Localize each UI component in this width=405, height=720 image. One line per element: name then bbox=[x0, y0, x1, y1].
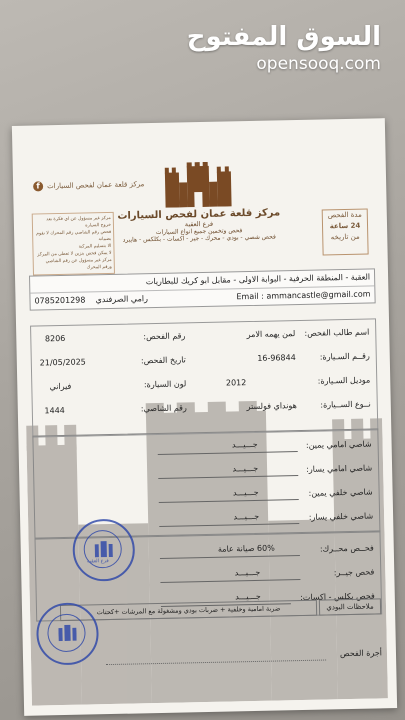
axle-label: فحص بكلس - اكسات: bbox=[300, 591, 375, 603]
address-block bbox=[29, 268, 376, 310]
brand-english: opensooq.com bbox=[256, 54, 381, 74]
check-value: جـــيـــد bbox=[232, 463, 259, 474]
facebook-page-name: مركز قلعة عمان لفحص السيارات bbox=[47, 180, 145, 191]
opensooq-watermark bbox=[187, 22, 381, 74]
color-value: فيراني bbox=[49, 381, 72, 392]
engine-label: فحــص محــرك: bbox=[319, 543, 374, 554]
exam-duration-box bbox=[322, 209, 369, 256]
check-value: جـــيـــد bbox=[232, 487, 259, 498]
center-services: فحص شصي - بودي - محرك - جير - اكسات - بكلكس - هايبرد bbox=[122, 233, 276, 244]
owner-block bbox=[34, 291, 148, 309]
disclaimer-notes bbox=[32, 212, 115, 276]
model-value: 2012 bbox=[225, 378, 247, 388]
exam-no-value: 8206 bbox=[44, 333, 66, 344]
body-notes-value: ضربة امامية وخلفية + ضربات بودي ومشغولة مع المرشات +كحتات bbox=[60, 600, 317, 621]
chassis-value: 1444 bbox=[44, 405, 65, 416]
email-label: Email : bbox=[236, 291, 264, 302]
email-address: ammancastle@gmail.com bbox=[266, 289, 371, 301]
model-label: موديل السـيارة: bbox=[317, 375, 371, 386]
vehicle-info bbox=[30, 318, 378, 437]
applicant-value: لمن يهمه الامر bbox=[246, 329, 296, 340]
facebook-icon: f bbox=[33, 181, 43, 191]
note-item: الا بتسليم المركبة bbox=[78, 243, 112, 250]
center-subtitle: فحص وتخمين جميع انواع السيارات bbox=[155, 227, 243, 236]
center-branch: فرع العقبة bbox=[184, 219, 214, 229]
check-label: شاصي امامي يسار: bbox=[306, 463, 373, 474]
date-label: تاريخ الفحص: bbox=[140, 355, 186, 366]
note-item: مركز غير مسؤول عن اي فكرة بعد خروج السيارة bbox=[46, 215, 112, 229]
email-block bbox=[236, 286, 370, 305]
color-label: لون السيارة: bbox=[143, 379, 187, 390]
stamp-castle-icon bbox=[95, 539, 113, 557]
check-label: شاصي خلفي يمين: bbox=[308, 487, 373, 498]
check-label: شاصي امامي يمين: bbox=[305, 439, 372, 450]
facebook-page bbox=[33, 179, 144, 191]
chassis-label: رقم الشاصي: bbox=[140, 403, 187, 414]
check-label: شاصي خلفي يسار: bbox=[308, 511, 374, 522]
castle-logo bbox=[163, 161, 234, 207]
stamp-castle-icon bbox=[58, 623, 76, 641]
brand-arabic: السوق المفتوح bbox=[186, 22, 381, 52]
inspection-report bbox=[12, 118, 397, 716]
check-value: جـــيـــد bbox=[233, 511, 260, 522]
note-item: مركز غير مسؤول عن رقم الشاصي ورقم المحرك bbox=[45, 257, 112, 271]
type-label: نــوع الســيارة: bbox=[320, 399, 371, 410]
duration-suffix: من تاريخه bbox=[330, 232, 360, 242]
chassis-checks bbox=[32, 428, 380, 539]
body-notes-label: ملاحظات البودي bbox=[319, 598, 381, 615]
stamp-branch: فرع العقبة bbox=[86, 558, 109, 565]
owner-name: رامي الصرفندي bbox=[95, 294, 148, 305]
center-title-block bbox=[109, 207, 290, 244]
phone-number: 0785201298 bbox=[34, 295, 86, 306]
fee-label: أجرة الفحص bbox=[339, 648, 383, 659]
gear-value: جـــيـــد bbox=[234, 567, 261, 578]
type-value: هونداي فولستر bbox=[246, 401, 297, 412]
plate-value: 16-96844 bbox=[257, 353, 296, 363]
plate-label: رقــم السـيارة: bbox=[319, 351, 370, 362]
gear-label: فحص جيــر: bbox=[333, 567, 375, 578]
center-title: مركز قلعة عمان لفحص السيارات bbox=[117, 207, 281, 222]
axle-value: جـــيـــد bbox=[235, 591, 261, 602]
applicant-label: اسم طالب الفحص: bbox=[304, 327, 370, 338]
address-line: العقبة - المنطقة الحرفية - البوابة الاولى - مقابل ابو كريك للبطاريات bbox=[145, 272, 371, 287]
note-item: لا يمكن فحص بنزين لا تعطى من المركز bbox=[37, 250, 112, 258]
engine-value: 60% صيانة عامة bbox=[217, 543, 275, 554]
duration-value: 24 ساعة bbox=[329, 221, 361, 231]
date-value: 21/05/2025 bbox=[39, 357, 86, 368]
note-item: فحص رقم الشاصي رقم المحرك لا نقوم بضمانه bbox=[36, 229, 112, 243]
check-value: جـــيـــد bbox=[231, 439, 258, 450]
exam-no-label: رقم الفحص: bbox=[143, 331, 186, 342]
duration-label: مدة الفحص bbox=[327, 210, 362, 220]
